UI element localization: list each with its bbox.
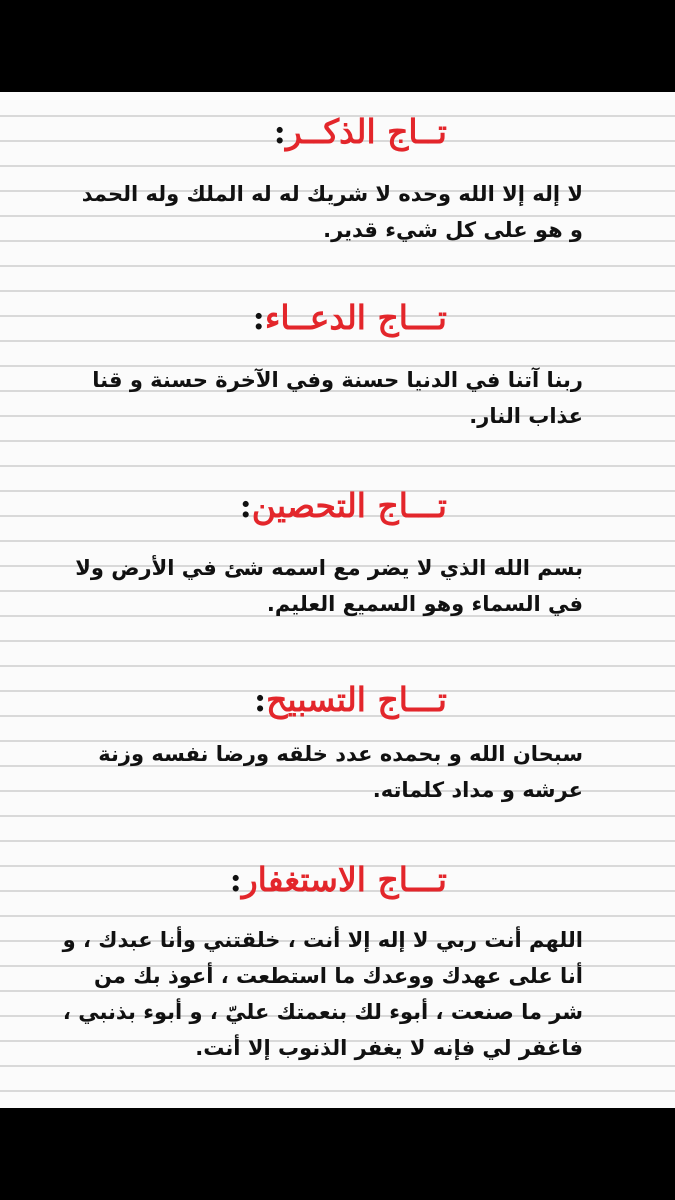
body-line: سبحان الله و بحمده عدد خلقه ورضا نفسه وزنة (98, 742, 583, 766)
section-body (83, 736, 583, 808)
body-line: عذاب النار. (469, 404, 583, 428)
title-colon: : (229, 860, 242, 899)
body-line: ربنا آتنا في الدنيا حسنة وفي الآخرة حسنة و قنا (92, 368, 583, 392)
section-title-text: تـــاج التسبيح (266, 680, 447, 719)
section-title (253, 298, 447, 338)
body-line: عرشه و مداد كلماته. (372, 778, 583, 802)
lined-paper (0, 92, 675, 1108)
body-line: أنا على عهدك ووعدك ما استطعت ، أعوذ بك من (94, 964, 583, 988)
section-body (83, 362, 583, 434)
body-line: في السماء وهو السميع العليم. (266, 592, 583, 616)
section-body (62, 922, 583, 1066)
section-title (230, 860, 447, 900)
section-title-text: تــاج الذكــر (285, 112, 447, 151)
title-colon: : (253, 680, 267, 719)
section-title-text: تـــاج الاستغفار (241, 860, 447, 899)
section-title-text: تـــاج الدعــاء (264, 298, 447, 337)
body-line: فاغفر لي فإنه لا يغفر الذنوب إلا أنت. (195, 1036, 583, 1060)
section-title-text: تـــاج التحصين (251, 486, 447, 525)
body-line: لا إله إلا الله وحده لا شريك له له الملك وله الحمد (81, 182, 583, 206)
section-title (274, 112, 447, 152)
title-colon: : (273, 112, 286, 151)
title-colon: : (239, 486, 252, 525)
body-line: و هو على كل شيء قدير. (323, 218, 583, 242)
body-line: شر ما صنعت ، أبوء لك بنعمتك عليّ ، و أبوء بذنبي ، (62, 1000, 583, 1024)
section-title (240, 486, 447, 526)
body-line: بسم الله الذي لا يضر مع اسمه شئ في الأرض ولا (75, 556, 583, 580)
section-body (83, 176, 583, 248)
body-line: اللهم أنت ربي لا إله إلا أنت ، خلقتني وأنا عبدك ، و (62, 928, 583, 952)
section-title (254, 680, 447, 720)
section-body (75, 550, 583, 622)
title-colon: : (252, 298, 265, 337)
